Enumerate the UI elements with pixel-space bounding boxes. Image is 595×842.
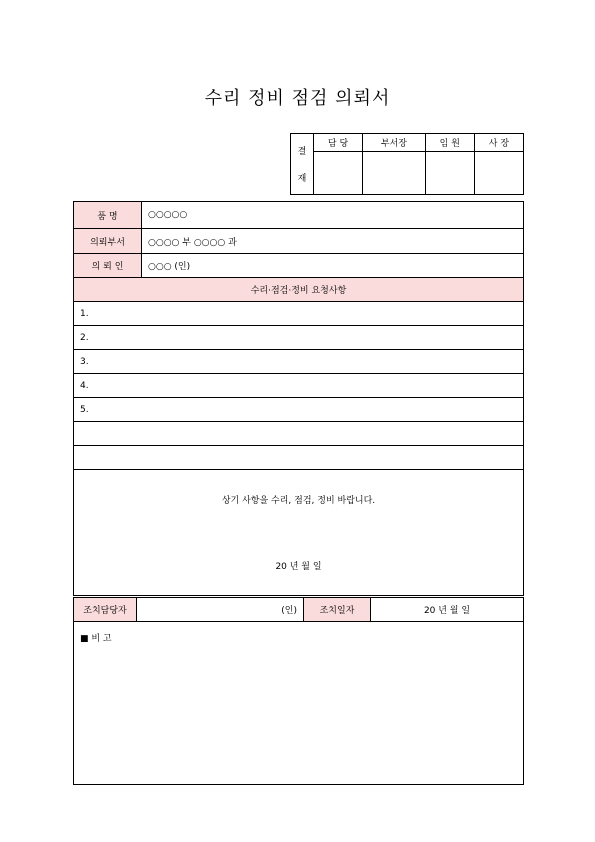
approval-side-label bbox=[291, 134, 314, 195]
remarks-box[interactable] bbox=[73, 621, 524, 785]
request-item-blank[interactable] bbox=[74, 422, 524, 446]
item-name-value[interactable]: ○○○○○ bbox=[142, 202, 524, 229]
requesting-dept-label: 의뢰부서 bbox=[74, 229, 142, 254]
request-item[interactable]: 4. bbox=[74, 374, 524, 398]
request-message-box bbox=[74, 470, 524, 596]
request-item[interactable]: 1. bbox=[74, 302, 524, 326]
request-item-blank[interactable] bbox=[74, 446, 524, 470]
approval-side-top: 결 bbox=[297, 147, 307, 157]
request-message: 상기 사항을 수리, 점검, 정비 바랍니다. bbox=[221, 496, 376, 506]
request-item[interactable]: 3. bbox=[74, 350, 524, 374]
approval-header-manager: 부서장 bbox=[363, 134, 426, 152]
item-name-label: 품 명 bbox=[74, 202, 142, 229]
document-title: 수리 정비 점검 의뢰서 bbox=[204, 88, 391, 109]
approval-header-executive: 임 원 bbox=[425, 134, 474, 152]
action-manager-value[interactable]: (인) bbox=[137, 598, 304, 622]
request-item[interactable]: 5. bbox=[74, 398, 524, 422]
requesting-dept-value[interactable]: ○○○○ 부 ○○○○ 과 bbox=[142, 229, 524, 254]
approval-sign-executive[interactable] bbox=[425, 152, 474, 195]
action-table bbox=[73, 597, 524, 622]
request-date: 20 년 월 일 bbox=[275, 562, 322, 572]
approval-sign-manager[interactable] bbox=[363, 152, 426, 195]
request-item[interactable]: 2. bbox=[74, 326, 524, 350]
approval-side-bottom: 재 bbox=[297, 174, 307, 184]
requester-value[interactable]: ○○○ (인) bbox=[142, 254, 524, 278]
action-manager-label: 조치담당자 bbox=[74, 598, 137, 622]
requests-header: 수리·점검·정비 요청사항 bbox=[74, 278, 524, 302]
request-form-table bbox=[73, 201, 524, 596]
approval-header-president: 사 장 bbox=[474, 134, 523, 152]
approval-table bbox=[290, 133, 524, 195]
remarks-label: ■ 비 고 bbox=[80, 634, 112, 644]
action-date-value[interactable]: 20 년 월 일 bbox=[371, 598, 524, 622]
requester-label: 의 뢰 인 bbox=[74, 254, 142, 278]
approval-sign-president[interactable] bbox=[474, 152, 523, 195]
approval-header-staff: 담 당 bbox=[314, 134, 363, 152]
action-date-label: 조치일자 bbox=[304, 598, 371, 622]
approval-sign-staff[interactable] bbox=[314, 152, 363, 195]
